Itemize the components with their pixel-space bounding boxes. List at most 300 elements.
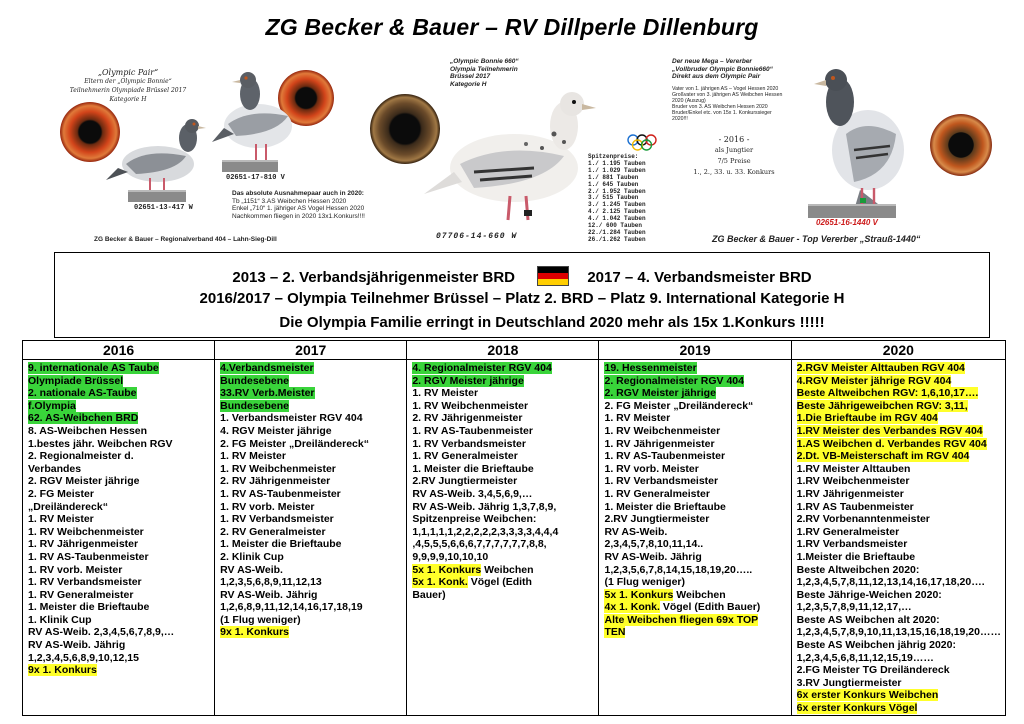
result-line — [797, 689, 1001, 702]
result-text: 1. RV Meister — [220, 450, 286, 463]
result-line — [797, 626, 1001, 639]
result-text-rest: Weibchen — [673, 588, 726, 601]
result-text: Beste Altweibchen 2020: — [796, 563, 920, 576]
result-line — [412, 450, 594, 463]
result-line — [412, 400, 594, 413]
result-text: Beste Jährige-Weichen 2020: — [796, 588, 942, 601]
result-line — [604, 538, 786, 551]
strauss-young-results — [684, 134, 784, 178]
result-text: 2. Klinik Cup — [220, 550, 284, 563]
result-text: 1. RV Generalmeister — [28, 588, 134, 601]
result-text: Verbandes — [28, 462, 82, 475]
result-text: 1. RV Weibchenmeister — [604, 424, 721, 437]
prize-line: 1./ 881 Tauben — [588, 173, 639, 181]
caption-line: Olympia Teilnehmerin — [450, 65, 518, 73]
result-line — [28, 601, 210, 614]
prize-line: 3./ 1.245 Tauben — [588, 201, 646, 209]
result-text: 1,2,3,4,5,7,8,9,10,11,13,15,16,18,19,20…… — [796, 626, 1001, 639]
note-line: Bruder von 3. AS Weibchen Hessen 2020 — [672, 104, 768, 110]
result-line — [797, 387, 1001, 400]
result-text: 1. RV Jährigenmeister — [28, 538, 139, 551]
result-text: 2. FG Meister „Dreiländereck“ — [220, 437, 369, 450]
highlighted-result: Beste Jährigeweibchen RGV: 3,11, — [796, 399, 968, 412]
result-line — [604, 400, 786, 413]
result-line — [412, 526, 594, 539]
result-line — [797, 551, 1001, 564]
result-line — [220, 589, 402, 602]
result-line — [604, 412, 786, 425]
highlighted-result: 19. Hessenmeister — [604, 362, 697, 374]
result-text: 1. RV Generalmeister — [604, 487, 710, 500]
result-text: 1. RV Meister — [28, 513, 94, 526]
result-line — [412, 513, 594, 526]
result-line — [220, 601, 402, 614]
result-line — [220, 488, 402, 501]
pigeon-photo — [806, 54, 926, 214]
result-line — [220, 551, 402, 564]
result-line — [220, 526, 402, 539]
result-line — [797, 362, 1001, 375]
result-text: 1.Meister die Brieftaube — [796, 550, 916, 563]
result-line — [797, 450, 1001, 463]
result-text: 1.RV Verbandsmeister — [796, 538, 908, 551]
result-line — [412, 551, 594, 564]
result-text: 1,2,3,4,5,6,8,9,10,12,15 — [28, 651, 139, 664]
result-line — [28, 526, 210, 539]
result-line — [28, 551, 210, 564]
year-label: - 2016 - — [718, 135, 750, 144]
caption-line: Der neue Mega – Vererber — [672, 58, 752, 65]
banner-line-2: 2016/2017 – Olympia Teilnehmer Brüssel – Platz 2. BRD – Platz 9. International Kategorie H — [199, 290, 845, 307]
young-label: als Jungtier — [714, 146, 754, 154]
pedestal — [128, 190, 186, 202]
result-text: RV AS-Weib. — [220, 563, 283, 576]
result-line — [28, 589, 210, 602]
result-line — [604, 375, 786, 388]
result-line — [604, 601, 786, 614]
result-text: 2.RV Jungtiermeister — [412, 475, 518, 488]
result-text: Bauer) — [412, 588, 446, 601]
highlighted-result: 5x 1. Konkurs — [604, 588, 674, 601]
konkurs-label: 1., 2., 33. u. 33. Konkurs — [693, 168, 775, 176]
result-text: 1. Meister die Brieftaube — [220, 538, 342, 551]
highlighted-result: Alte Weibchen fliegen 69x TOP — [604, 613, 759, 626]
result-line — [28, 362, 210, 375]
signature: ZG Becker & Bauer - Top Vererber „Strauß-1440“ — [712, 234, 921, 244]
result-text: 1. RV Weibchenmeister — [412, 399, 529, 412]
result-list — [407, 360, 598, 601]
ring-number: 07706-14-660 W — [436, 232, 518, 241]
prize-line: 2./ 1.952 Tauben — [588, 187, 646, 195]
highlighted-result: 5x 1. Konkurs — [412, 563, 482, 576]
result-text: 1. Klinik Cup — [28, 613, 92, 626]
photo-strip — [40, 50, 1000, 250]
highlighted-result: 4. Regionalmeister RGV 404 — [412, 362, 552, 374]
strauss-note — [672, 86, 788, 122]
prize-line: 4./ 1.042 Tauben — [588, 215, 646, 223]
result-text: 1,2,6,8,9,11,12,14,16,17,18,19 — [220, 601, 363, 614]
result-text: 2. Regionalmeister d. — [28, 450, 134, 463]
note-line: Enkel „710“ 1. jähriger AS Vogel Hessen 2020 — [232, 205, 365, 212]
result-text: 1. RV Weibchenmeister — [28, 525, 144, 538]
result-line — [220, 425, 402, 438]
result-line — [28, 664, 210, 677]
result-line — [604, 438, 786, 451]
result-line — [28, 626, 210, 639]
result-text: „Dreiländereck“ — [28, 500, 108, 513]
year-column-2020 — [792, 341, 1005, 715]
caption-line: „Olympic Bonnie 660“ — [450, 58, 519, 65]
prizes-label: 7/5 Preise — [717, 157, 751, 165]
highlighted-result: 62. AS-Weibchen BRD — [28, 412, 139, 425]
result-line — [28, 412, 210, 425]
caption-line: Teilnehmerin Olympiade Brüssel 2017 — [69, 87, 187, 94]
note-line: Großvater von 3. jährigen AS Weibchen Hessen 2020 (Auszug) — [672, 92, 783, 104]
banner-line-1-left: 2013 – 2. Verbandsjährigenmeister BRD — [232, 269, 515, 286]
result-text: 1. RV Verbandsmeister — [412, 437, 526, 450]
result-text: RV AS-Weib. Jährig — [220, 588, 318, 601]
highlighted-result: 9. internationale AS Taube — [28, 362, 159, 374]
year-column-2016 — [23, 341, 215, 715]
result-text: 2. RGV Meister jährige — [28, 475, 140, 488]
prize-line: 22./1.284 Tauben — [588, 228, 646, 236]
caption-line: Eltern der „Olympic Bonnie“ — [84, 78, 172, 85]
pedestal — [222, 160, 278, 172]
highlighted-result: 33.RV Verb.Meister — [220, 387, 315, 400]
highlighted-result: 6x erster Konkurs Vögel — [796, 702, 918, 715]
result-line — [28, 652, 210, 665]
result-text: 2.RV Vorbenanntenmeister — [796, 513, 930, 526]
year-header: 2020 — [792, 341, 1005, 360]
result-line — [28, 400, 210, 413]
result-text: 1,2,3,5,6,7,8,14,15,18,19,20….. — [604, 563, 753, 576]
result-text: 2.FG Meister TG Dreiländereck — [796, 664, 950, 677]
highlighted-result: 2. RGV Meister jährige — [412, 374, 524, 387]
prize-title: Spitzenpreise: — [588, 153, 639, 160]
result-line — [604, 526, 786, 539]
result-text: RV AS-Weib. — [604, 525, 668, 538]
pigeon-photo — [210, 64, 320, 174]
result-line — [28, 475, 210, 488]
result-line — [28, 538, 210, 551]
result-text: 1. RV AS-Taubenmeister — [28, 550, 149, 563]
result-line — [797, 412, 1001, 425]
result-text: 1.bestes jähr. Weibchen RGV — [28, 437, 173, 450]
prize-line: 1./ 1.195 Tauben — [588, 159, 646, 167]
result-line — [797, 564, 1001, 577]
result-line — [604, 463, 786, 476]
highlighted-result: 2. RGV Meister jährige — [604, 387, 716, 400]
note-line: Das absolute Ausnahmepaar auch in 2020: — [232, 190, 364, 197]
result-text: 1,2,3,5,6,8,9,11,12,13 — [220, 576, 322, 589]
result-text: 1. RV Generalmeister — [412, 450, 518, 463]
note-line: Vater von 1. jährigen AS – Vogel Hessen 2020 — [672, 86, 779, 92]
result-text: RV AS-Weib. Jährig 1,3,7,8,9, — [412, 500, 557, 513]
highlighted-result: Bundesebene — [220, 374, 290, 387]
result-line — [220, 450, 402, 463]
result-line — [604, 501, 786, 514]
result-list — [599, 360, 790, 639]
result-line — [220, 626, 402, 639]
caption-line: „Vollbruder Olympic Bonnie660“ — [672, 65, 773, 73]
highlighted-result: 2.Dt. VB-Meisterschaft im RGV 404 — [796, 450, 970, 463]
ring-number: 02651-17-810 V — [226, 174, 285, 182]
result-line — [604, 513, 786, 526]
achievements-banner — [54, 252, 990, 338]
result-line — [412, 463, 594, 476]
result-text: 2. RV Jährigenmeister — [220, 475, 331, 488]
pigeon-eye-photo — [930, 114, 992, 176]
result-text: Beste AS Weibchen jährig 2020: — [796, 639, 956, 652]
highlighted-result: 2.RGV Meister Alttauben RGV 404 — [796, 362, 965, 374]
caption-line: „Olympic Pair“ — [97, 68, 159, 77]
result-text: 2. RV Generalmeister — [220, 525, 326, 538]
german-flag-icon — [537, 266, 569, 286]
result-text: ,4,5,5,5,6,6,6,7,7,7,7,7,7,8,8, — [412, 538, 547, 551]
note-line: Bruder/Enkel etc. von 15x 1. Konkurssieger 2020!!! — [672, 110, 772, 122]
result-line — [412, 438, 594, 451]
result-text: 1,2,3,4,5,7,8,11,12,13,14,16,17,18,20…. — [796, 576, 985, 589]
result-line — [797, 425, 1001, 438]
result-line — [797, 488, 1001, 501]
result-text: 1. RV vorb. Meister — [604, 462, 699, 475]
result-text: 1. RV vorb. Meister — [28, 563, 123, 576]
result-line — [604, 387, 786, 400]
prize-line: 12./ 600 Tauben — [588, 222, 643, 230]
prize-line: 1./ 645 Tauben — [588, 180, 639, 188]
banner-line-1-right: 2017 – 4. Verbandsmeister BRD — [587, 269, 812, 286]
result-line — [220, 614, 402, 627]
result-line — [797, 438, 1001, 451]
result-line — [220, 463, 402, 476]
result-line — [797, 702, 1001, 715]
result-text: 1.RV Jährigenmeister — [796, 487, 904, 500]
result-line — [604, 362, 786, 375]
caption-line: Kategorie H — [450, 80, 487, 88]
result-line — [220, 387, 402, 400]
result-text: 2,3,4,5,7,8,10,11,14.. — [604, 538, 704, 551]
result-line — [797, 475, 1001, 488]
result-line — [797, 601, 1001, 614]
highlighted-result: Bundesebene — [220, 399, 290, 412]
result-line — [220, 362, 402, 375]
result-text: 1.RV Weibchenmeister — [796, 475, 910, 488]
highlighted-result: 4.RGV Meister jährige RGV 404 — [796, 374, 952, 387]
result-line — [604, 589, 786, 602]
result-line — [220, 412, 402, 425]
result-line — [412, 387, 594, 400]
highlighted-result: 2. nationale AS-Taube — [28, 387, 137, 400]
highlighted-result: Olympiade Brüssel — [28, 374, 124, 387]
result-line — [28, 438, 210, 451]
year-header: 2018 — [407, 341, 598, 360]
highlighted-result: 1.RV Meister des Verbandes RGV 404 — [796, 424, 983, 437]
result-text: 1,1,1,1,1,2,2,2,2,2,3,3,3,3,4,4,4 — [412, 525, 559, 538]
result-text: 9,9,9,9,10,10,10 — [412, 550, 489, 563]
strauss-panel — [670, 50, 1000, 250]
result-list — [792, 360, 1005, 715]
result-text: 2. RV Jährigenmeister — [412, 412, 523, 425]
result-text: Beste AS Weibchen alt 2020: — [796, 613, 940, 626]
result-line — [28, 639, 210, 652]
year-column-2017 — [215, 341, 407, 715]
result-text: 1,2,3,5,7,8,9,11,12,17,… — [796, 601, 912, 614]
result-line — [28, 564, 210, 577]
result-text-rest: Vögel (Edith — [467, 576, 532, 589]
result-text: 1. RV AS-Taubenmeister — [412, 424, 533, 437]
result-text: 1. Meister die Brieftaube — [412, 462, 534, 475]
result-text: RV AS-Weib. Jährig — [28, 639, 126, 652]
result-line — [797, 639, 1001, 652]
result-line — [28, 576, 210, 589]
result-line — [797, 526, 1001, 539]
year-header: 2017 — [215, 341, 406, 360]
prize-line: 4./ 2.125 Tauben — [588, 208, 646, 216]
result-line — [28, 375, 210, 388]
result-line — [797, 664, 1001, 677]
result-line — [797, 513, 1001, 526]
result-line — [412, 538, 594, 551]
ring-number: 02651-13-417 W — [134, 204, 193, 212]
result-line — [604, 475, 786, 488]
pedestal — [808, 204, 896, 218]
olympic-bonnie-panel — [360, 50, 690, 250]
result-line — [412, 576, 594, 589]
strauss-caption — [672, 58, 773, 81]
highlighted-result: 4.Verbandsmeister — [220, 362, 314, 374]
result-line — [412, 375, 594, 388]
result-text: 1. RV Meister — [604, 412, 671, 425]
result-text: RV AS-Weib. Jährig — [604, 550, 702, 563]
result-line — [220, 438, 402, 451]
result-text: (1 Flug weniger) — [604, 576, 685, 589]
result-text: 1. Meister die Brieftaube — [604, 500, 726, 513]
result-text: 1. RV AS-Taubenmeister — [220, 487, 341, 500]
olympic-rings-icon — [626, 134, 658, 152]
result-line — [412, 564, 594, 577]
result-line — [412, 362, 594, 375]
result-text: 1. RV Verbandsmeister — [220, 513, 334, 526]
olympic-pair-panel — [40, 50, 365, 250]
result-text: 3.RV Jungtiermeister — [796, 676, 902, 689]
result-text: 1.RV Generalmeister — [796, 525, 900, 538]
result-line — [797, 614, 1001, 627]
result-text: 1. RV Weibchenmeister — [220, 462, 336, 475]
banner-line-1 — [55, 266, 989, 286]
result-line — [797, 576, 1001, 589]
result-line — [797, 501, 1001, 514]
result-text: Spitzenpreise Weibchen: — [412, 513, 537, 526]
caption-line: Brüssel 2017 — [450, 73, 491, 80]
result-list — [215, 360, 406, 639]
result-text: 2. FG Meister — [28, 487, 94, 500]
year-header: 2016 — [23, 341, 214, 360]
year-column-2018 — [407, 341, 599, 715]
result-line — [28, 387, 210, 400]
year-header: 2019 — [599, 341, 790, 360]
result-list — [23, 360, 214, 677]
highlighted-result: 1.Die Brieftaube im RGV 404 — [796, 412, 938, 425]
result-text: 1. RV AS-Taubenmeister — [604, 450, 726, 463]
result-line — [220, 375, 402, 388]
highlighted-result: Beste Altweibchen RGV: 1,6,10,17…. — [796, 387, 979, 400]
result-text-rest: Vögel (Edith Bauer) — [659, 601, 761, 614]
result-line — [220, 400, 402, 413]
result-line — [797, 400, 1001, 413]
result-line — [604, 425, 786, 438]
result-text: RV AS-Weib. 3,4,5,6,9,… — [412, 487, 533, 500]
highlighted-result: 9x 1. Konkurs — [220, 626, 290, 639]
result-text: 1. Meister die Brieftaube — [28, 601, 150, 614]
prize-list — [588, 154, 646, 244]
flag-stripe-gold — [538, 279, 568, 285]
result-line — [220, 538, 402, 551]
result-line — [604, 450, 786, 463]
result-line — [604, 551, 786, 564]
prize-line: 26./1.262 Tauben — [588, 235, 646, 243]
result-line — [28, 425, 210, 438]
result-line — [797, 652, 1001, 665]
result-line — [28, 501, 210, 514]
page-title: ZG Becker & Bauer – RV Dillperle Dillenburg — [265, 14, 759, 40]
highlighted-result: 1.AS Weibchen d. Verbandes RGV 404 — [796, 437, 987, 450]
result-line — [28, 463, 210, 476]
result-line — [220, 513, 402, 526]
result-text: 8. AS-Weibchen Hessen — [28, 424, 148, 437]
highlighted-result: 5x 1. Konk. — [412, 576, 468, 589]
result-line — [797, 375, 1001, 388]
result-text: 2.RV Jungtiermeister — [604, 513, 710, 526]
highlighted-result: TEN — [604, 626, 626, 639]
result-line — [220, 501, 402, 514]
result-line — [412, 475, 594, 488]
result-text: 1. RV Verbandsmeister — [604, 475, 719, 488]
result-text: 1.RV Meister Alttauben — [796, 462, 911, 475]
result-text: 4. RGV Meister jährige — [220, 424, 332, 437]
year-results-table — [22, 340, 1006, 716]
result-line — [412, 412, 594, 425]
signature: ZG Becker & Bauer – Regionalverband 404 – Lahn-Sieg-Dill — [94, 236, 277, 243]
caption-line: Direkt aus dem Olympic Pair — [672, 73, 761, 80]
result-line — [28, 488, 210, 501]
ring-number: 02651-16-1440 V — [816, 218, 878, 227]
result-text: 2. FG Meister „Dreiländereck“ — [604, 399, 754, 412]
result-line — [797, 463, 1001, 476]
result-line — [412, 589, 594, 602]
result-text: 1. RV Verbandsmeister — [28, 576, 142, 589]
result-line — [412, 488, 594, 501]
result-line — [604, 626, 786, 639]
highlighted-result: 6x erster Konkurs Weibchen — [796, 689, 939, 702]
pigeon-photo — [106, 108, 216, 200]
prize-line: 1./ 1.029 Tauben — [588, 166, 646, 174]
result-line — [220, 475, 402, 488]
result-line — [28, 614, 210, 627]
result-line — [28, 513, 210, 526]
banner-line-3: Die Olympia Familie erringt in Deutschland 2020 mehr als 15x 1.Konkurs !!!!! — [279, 314, 825, 331]
result-line — [220, 564, 402, 577]
highlighted-result: 9x 1. Konkurs — [28, 664, 97, 677]
caption-line: Kategorie H — [109, 96, 147, 103]
highlighted-result: f.Olympia — [28, 399, 76, 412]
result-text: 1.RV AS Taubenmeister — [796, 500, 914, 513]
result-line — [604, 488, 786, 501]
result-text: 1. RV vorb. Meister — [220, 500, 315, 513]
result-line — [604, 576, 786, 589]
olympic-pair-caption — [58, 68, 198, 104]
result-text-rest: Weibchen — [481, 563, 534, 576]
result-line — [797, 677, 1001, 690]
